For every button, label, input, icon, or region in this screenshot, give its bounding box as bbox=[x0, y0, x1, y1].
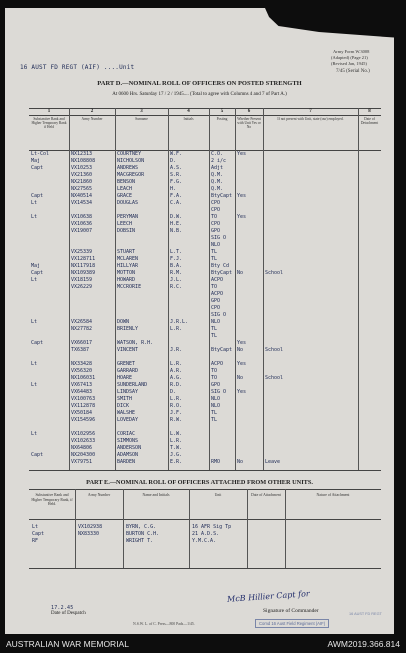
table-cell: WATSON, R.H. bbox=[117, 340, 154, 346]
table-cell: No bbox=[237, 459, 244, 465]
table-cell: Capt bbox=[31, 270, 44, 276]
table-cell: NLO bbox=[211, 396, 221, 402]
table-cell: VX25339 bbox=[71, 249, 93, 255]
part-d-column-header: Surname bbox=[135, 117, 148, 121]
table-cell: NLO bbox=[211, 242, 221, 248]
table-cell: CPO bbox=[211, 305, 221, 311]
part-d-title: PART D.—NOMINAL ROLL OF OFFICERS ON POSTED STRENGTH bbox=[97, 80, 302, 87]
table-cell: J.R. bbox=[170, 347, 183, 353]
table-cell: NLO bbox=[211, 403, 221, 409]
table-cell: ADAMSON bbox=[117, 452, 139, 458]
table-cell: DICK bbox=[117, 403, 130, 409]
table-row bbox=[29, 538, 381, 544]
document-page bbox=[5, 8, 394, 634]
table-cell: TO bbox=[211, 284, 218, 290]
table-cell: NX40514 bbox=[71, 193, 93, 199]
table-cell: Lt bbox=[32, 524, 39, 530]
table-cell: VX79751 bbox=[71, 459, 93, 465]
table-cell: Capt bbox=[31, 340, 44, 346]
part-d-column-number: 4 bbox=[187, 109, 190, 114]
table-cell: LEACH bbox=[117, 186, 133, 192]
table-cell: MCLAREN bbox=[117, 256, 139, 262]
table-cell: S.R. bbox=[170, 172, 183, 178]
table-row bbox=[29, 214, 381, 220]
table-row bbox=[29, 249, 381, 255]
form-line-2: (Adapted) (Page 21) bbox=[331, 55, 368, 60]
table-cell: Bty Cd bbox=[211, 263, 230, 269]
table-cell: RF bbox=[32, 538, 39, 544]
part-e-column-header: Name and Initials bbox=[142, 493, 170, 497]
table-cell: L.R. bbox=[170, 396, 183, 402]
table-cell: WALSHE bbox=[117, 410, 136, 416]
table-cell: LOVEDAY bbox=[117, 417, 139, 423]
table-cell: D. bbox=[170, 158, 177, 164]
part-d-rule bbox=[29, 115, 381, 116]
table-cell: SUNDERLAND bbox=[117, 382, 148, 388]
table-cell: Capt bbox=[31, 165, 44, 171]
table-cell: NX27782 bbox=[71, 326, 93, 332]
table-cell: NX21860 bbox=[71, 179, 93, 185]
credit-left: AUSTRALIAN WAR MEMORIAL bbox=[6, 639, 129, 649]
part-e-column-header: Substantive Rank and Higher Temporary Rank, if Held. bbox=[31, 493, 73, 506]
table-row bbox=[29, 186, 381, 192]
table-cell: CORIAC bbox=[117, 431, 136, 437]
part-d-column-header: Army Number bbox=[81, 117, 103, 121]
table-cell: E.R. bbox=[170, 459, 183, 465]
table-row bbox=[29, 172, 381, 178]
table-cell: 2 i/c bbox=[211, 158, 227, 164]
table-cell: H.E. bbox=[170, 221, 183, 227]
table-row bbox=[29, 284, 381, 290]
table-cell: Adjt bbox=[211, 165, 224, 171]
printer-line: N.S.W. L. of C. Press—800 Pads—1/45. bbox=[133, 622, 195, 626]
table-cell: STUART bbox=[117, 249, 136, 255]
table-row bbox=[29, 389, 381, 395]
table-cell: Capt bbox=[31, 193, 44, 199]
table-cell: Capt bbox=[31, 452, 44, 458]
despatch-date: 17.2.45 bbox=[51, 605, 74, 611]
table-cell: R.W. bbox=[170, 417, 183, 423]
table-cell: TO bbox=[211, 375, 218, 381]
table-cell: Lt bbox=[31, 319, 38, 325]
table-cell: VX26584 bbox=[71, 319, 93, 325]
table-row bbox=[29, 326, 381, 332]
table-row bbox=[29, 221, 381, 227]
table-cell: GPO bbox=[211, 228, 221, 234]
table-row bbox=[29, 263, 381, 269]
table-cell: VX64483 bbox=[71, 389, 93, 395]
table-cell: No bbox=[237, 347, 244, 353]
table-cell: VX154596 bbox=[71, 417, 96, 423]
table-cell: NX108808 bbox=[71, 158, 96, 164]
table-row bbox=[29, 403, 381, 409]
signature-label: Signature of Commander bbox=[263, 608, 319, 614]
table-cell: 21 A.D.S. bbox=[192, 531, 220, 537]
table-cell: B.A. bbox=[170, 263, 183, 269]
table-row bbox=[29, 375, 381, 381]
table-cell: TL bbox=[211, 256, 218, 262]
table-cell: Lt bbox=[31, 200, 38, 206]
table-cell: Yes bbox=[237, 214, 247, 220]
part-e-rule bbox=[29, 489, 381, 490]
table-row bbox=[29, 319, 381, 325]
table-cell: F.G. bbox=[170, 179, 183, 185]
table-cell: MCCRORIE bbox=[117, 284, 142, 290]
part-e-rule bbox=[29, 519, 381, 520]
table-cell: Q.M. bbox=[211, 172, 224, 178]
table-cell: SIG O bbox=[211, 312, 227, 318]
table-cell: LINDSAY bbox=[117, 389, 139, 395]
table-cell: NX109389 bbox=[71, 270, 96, 276]
table-cell: HOARE bbox=[117, 375, 133, 381]
part-e-column-header: Unit bbox=[214, 493, 222, 497]
table-cell: BURTON C.H. bbox=[126, 531, 160, 537]
table-cell: CPO bbox=[211, 221, 221, 227]
part-e-column-header: Date of Attachment bbox=[251, 493, 281, 497]
table-cell: No bbox=[237, 375, 244, 381]
table-cell: VINCENT bbox=[117, 347, 139, 353]
table-cell: TL bbox=[211, 249, 218, 255]
table-cell: Maj bbox=[31, 263, 41, 269]
table-row bbox=[29, 368, 381, 374]
table-cell: GPO bbox=[211, 382, 221, 388]
table-cell: VX112878 bbox=[71, 403, 96, 409]
table-cell: W.F. bbox=[170, 151, 183, 157]
table-cell: ACPO bbox=[211, 291, 224, 297]
part-d-column-header: Whether Present with Unit Yes or No bbox=[237, 117, 261, 130]
table-cell: HOWARD bbox=[117, 277, 136, 283]
table-cell: TO bbox=[211, 214, 218, 220]
table-cell: Lt bbox=[31, 277, 38, 283]
table-cell: VX21360 bbox=[71, 172, 93, 178]
table-cell: ACPO bbox=[211, 277, 224, 283]
table-cell: GRENET bbox=[117, 361, 136, 367]
table-row bbox=[29, 200, 381, 206]
table-cell: R.O. bbox=[170, 403, 183, 409]
table-cell: RMO bbox=[211, 459, 221, 465]
table-row bbox=[29, 410, 381, 416]
table-cell: Maj bbox=[31, 158, 41, 164]
table-row bbox=[29, 151, 381, 157]
table-row bbox=[29, 531, 381, 537]
part-d-subtitle: At 0600 Hrs. Saturday 17 / 2 / 1945.... (Total to agree with Columns 4 and 7 of Part A.) bbox=[112, 92, 287, 97]
table-row bbox=[29, 277, 381, 283]
table-row bbox=[29, 312, 381, 318]
part-d-column-number: 2 bbox=[90, 109, 94, 114]
table-cell: BtyCapt bbox=[211, 193, 233, 199]
table-cell: L.R. bbox=[170, 326, 183, 332]
table-cell: NICHOLSON bbox=[117, 158, 145, 164]
part-d-column-header: Substantive Rank and Higher Temporary Rank if Held bbox=[31, 117, 67, 130]
table-row bbox=[29, 382, 381, 388]
part-e-title: PART E.—NOMINAL ROLL OF OFFICERS ATTACHED FROM OTHER UNITS. bbox=[86, 479, 313, 486]
table-cell: VX26229 bbox=[71, 284, 93, 290]
table-row bbox=[29, 340, 381, 346]
table-cell: CPO bbox=[211, 207, 221, 213]
table-cell: VX102956 bbox=[71, 431, 96, 437]
table-cell: VX19007 bbox=[71, 228, 93, 234]
commander-signature: McB Hillier Capt for bbox=[226, 589, 310, 604]
table-row bbox=[29, 424, 381, 430]
table-row bbox=[29, 333, 381, 339]
credit-bar bbox=[0, 636, 406, 653]
table-cell: GRACE bbox=[117, 193, 133, 199]
table-cell: Lt bbox=[31, 214, 38, 220]
table-row bbox=[29, 417, 381, 423]
table-cell: T.W. bbox=[170, 445, 183, 451]
table-cell: DOWN bbox=[117, 319, 130, 325]
table-row bbox=[29, 524, 381, 530]
table-row bbox=[29, 270, 381, 276]
table-row bbox=[29, 431, 381, 437]
form-line-3: (Revised Jan, 1945) bbox=[331, 61, 367, 66]
table-cell: H. bbox=[170, 186, 177, 192]
part-d-column-number: 7 bbox=[309, 109, 312, 114]
table-row bbox=[29, 452, 381, 458]
table-cell: R.C. bbox=[170, 284, 183, 290]
table-cell: BtyCapt bbox=[211, 270, 233, 276]
table-cell: BtyCapt bbox=[211, 347, 233, 353]
table-row bbox=[29, 347, 381, 353]
table-cell: SIG O bbox=[211, 389, 227, 395]
table-cell: LEECH bbox=[117, 221, 133, 227]
table-row bbox=[29, 445, 381, 451]
part-e-column-header: Army Number bbox=[87, 493, 111, 497]
table-cell: VX56320 bbox=[71, 368, 93, 374]
table-cell: BYRN, C.G. bbox=[126, 524, 157, 530]
table-cell: School bbox=[265, 375, 284, 381]
table-cell: COURTNEY bbox=[117, 151, 142, 157]
part-e-rule bbox=[29, 568, 381, 569]
table-cell: NX33428 bbox=[71, 361, 93, 367]
table-cell: NX117918 bbox=[71, 263, 96, 269]
form-line-1: Army Form W.3008 bbox=[333, 49, 370, 54]
table-cell: WRIGHT T. bbox=[126, 538, 154, 544]
table-cell: VX102633 bbox=[71, 438, 96, 444]
table-cell: A.R. bbox=[170, 368, 183, 374]
table-cell: School bbox=[265, 270, 284, 276]
part-d-column-header: Initials bbox=[183, 117, 194, 121]
table-cell: VX66017 bbox=[71, 340, 93, 346]
table-row bbox=[29, 179, 381, 185]
table-cell: Lt bbox=[31, 361, 38, 367]
table-cell: VX50184 bbox=[71, 410, 93, 416]
table-cell: MACGREGOR bbox=[117, 172, 145, 178]
table-row bbox=[29, 361, 381, 367]
table-cell: J.R.L. bbox=[170, 319, 189, 325]
table-cell: F.J. bbox=[170, 256, 183, 262]
table-cell: School bbox=[265, 347, 284, 353]
table-cell: R.D. bbox=[170, 382, 183, 388]
table-cell: TL bbox=[211, 410, 218, 416]
table-cell: SMITH bbox=[117, 396, 133, 402]
table-cell: VX10253 bbox=[71, 165, 93, 171]
table-cell: VX18159 bbox=[71, 277, 93, 283]
table-cell: CPO bbox=[211, 200, 221, 206]
table-row bbox=[29, 438, 381, 444]
table-cell: L.T. bbox=[170, 249, 183, 255]
torn-corner bbox=[265, 8, 394, 38]
table-row bbox=[29, 242, 381, 248]
table-cell: TL bbox=[211, 326, 218, 332]
table-cell: Yes bbox=[237, 389, 247, 395]
table-cell: NX27565 bbox=[71, 186, 93, 192]
table-cell: Y.M.C.A. bbox=[192, 538, 217, 544]
table-cell: J.L. bbox=[170, 277, 183, 283]
table-cell: D.W. bbox=[170, 214, 183, 220]
table-row bbox=[29, 459, 381, 465]
credit-right: AWM2019.366.814 bbox=[327, 639, 400, 649]
table-cell: N.B. bbox=[170, 228, 183, 234]
table-cell: Yes bbox=[237, 151, 247, 157]
table-cell: VX102938 bbox=[78, 524, 103, 530]
table-cell: ACPO bbox=[211, 361, 224, 367]
table-cell: Q.M. bbox=[211, 186, 224, 192]
part-d-column-header: If not present with Unit, state (our) employed. bbox=[277, 117, 344, 121]
table-cell: C.O. bbox=[211, 151, 224, 157]
part-d-column-number: 3 bbox=[140, 109, 143, 114]
table-cell: L.R. bbox=[170, 438, 183, 444]
table-cell: A.G. bbox=[170, 375, 183, 381]
part-d-column-number: 5 bbox=[220, 109, 224, 114]
table-cell: Yes bbox=[237, 193, 247, 199]
table-row bbox=[29, 158, 381, 164]
table-cell: SIMMONS bbox=[117, 438, 139, 444]
table-cell: No bbox=[237, 270, 244, 276]
lower-stamp: 16 AUST FD REGT bbox=[349, 612, 382, 616]
despatch-label: Date of Despatch bbox=[51, 611, 86, 616]
table-row bbox=[29, 354, 381, 360]
table-cell: NX204300 bbox=[71, 452, 96, 458]
table-cell: VX67413 bbox=[71, 382, 93, 388]
table-row bbox=[29, 228, 381, 234]
table-cell: DOBSIN bbox=[117, 228, 136, 234]
table-row bbox=[29, 298, 381, 304]
table-cell: R.M. bbox=[170, 270, 183, 276]
table-cell: Lt bbox=[31, 382, 38, 388]
table-cell: Leave bbox=[265, 459, 281, 465]
table-cell: TX6387 bbox=[71, 347, 90, 353]
table-cell: SIG O bbox=[211, 235, 227, 241]
table-cell: BENSON bbox=[117, 179, 136, 185]
unit-line: 16 AUST FD REGT (AIF) ....Unit bbox=[20, 64, 135, 71]
table-cell: TL bbox=[211, 417, 218, 423]
table-cell: GARRARD bbox=[117, 368, 139, 374]
table-cell: J.G. bbox=[170, 452, 183, 458]
table-cell: BARDEN bbox=[117, 459, 136, 465]
table-cell: ANDERSON bbox=[117, 445, 142, 451]
table-cell: F.A. bbox=[170, 193, 183, 199]
table-cell: L.W. bbox=[170, 431, 183, 437]
part-d-column-number: 1 bbox=[47, 109, 51, 114]
table-cell: DOUGLAS bbox=[117, 200, 139, 206]
table-cell: NLO bbox=[211, 319, 221, 325]
table-row bbox=[29, 256, 381, 262]
table-cell: HILLYAR bbox=[117, 263, 139, 269]
table-row bbox=[29, 291, 381, 297]
table-row bbox=[29, 193, 381, 199]
table-cell: GPO bbox=[211, 298, 221, 304]
table-cell: Yes bbox=[237, 361, 247, 367]
table-cell: BRIENLY bbox=[117, 326, 139, 332]
table-cell: NX83330 bbox=[78, 531, 100, 537]
table-cell: VX10638 bbox=[71, 214, 93, 220]
table-cell: D. bbox=[170, 389, 177, 395]
table-cell: ANDREWS bbox=[117, 165, 139, 171]
table-cell: VX10636 bbox=[71, 221, 93, 227]
table-cell: A.S. bbox=[170, 165, 183, 171]
part-d-column-header: Date of Detachment bbox=[360, 117, 379, 126]
table-cell: VX100763 bbox=[71, 396, 96, 402]
table-cell: PERYMAN bbox=[117, 214, 139, 220]
table-cell: NX64806 bbox=[71, 445, 93, 451]
table-cell: J.F. bbox=[170, 410, 183, 416]
part-e-column-header: Nature of Attachment bbox=[316, 493, 350, 497]
table-cell: VX14534 bbox=[71, 200, 93, 206]
table-row bbox=[29, 305, 381, 311]
table-row bbox=[29, 235, 381, 241]
unit-stamp: Comd 16 Aust Field Regiment (AIF) bbox=[255, 619, 329, 628]
table-cell: TL bbox=[211, 333, 218, 339]
table-row bbox=[29, 207, 381, 213]
table-cell: C.A. bbox=[170, 200, 183, 206]
table-cell: Lt bbox=[31, 431, 38, 437]
table-cell: NX12313 bbox=[71, 151, 93, 157]
table-cell: Lt-Col bbox=[31, 151, 50, 157]
table-cell: Capt bbox=[32, 531, 45, 537]
part-d-rule bbox=[29, 470, 381, 471]
part-d-column-number: 8 bbox=[368, 109, 371, 114]
table-cell: NX106031 bbox=[71, 375, 96, 381]
serial-number: 7/45 (Serial No.) bbox=[336, 69, 370, 74]
table-cell: 16 AFR Sig Tp bbox=[192, 524, 232, 530]
table-cell: L.R. bbox=[170, 361, 183, 367]
table-row bbox=[29, 165, 381, 171]
table-cell: TO bbox=[211, 368, 218, 374]
part-d-column-number: 6 bbox=[247, 109, 251, 114]
table-row bbox=[29, 396, 381, 402]
part-d-column-header: Posting bbox=[216, 117, 228, 121]
table-cell: Yes bbox=[237, 340, 247, 346]
table-cell: Q.M. bbox=[211, 179, 224, 185]
table-cell: MOTTON bbox=[117, 270, 136, 276]
table-cell: VX128711 bbox=[71, 256, 96, 262]
